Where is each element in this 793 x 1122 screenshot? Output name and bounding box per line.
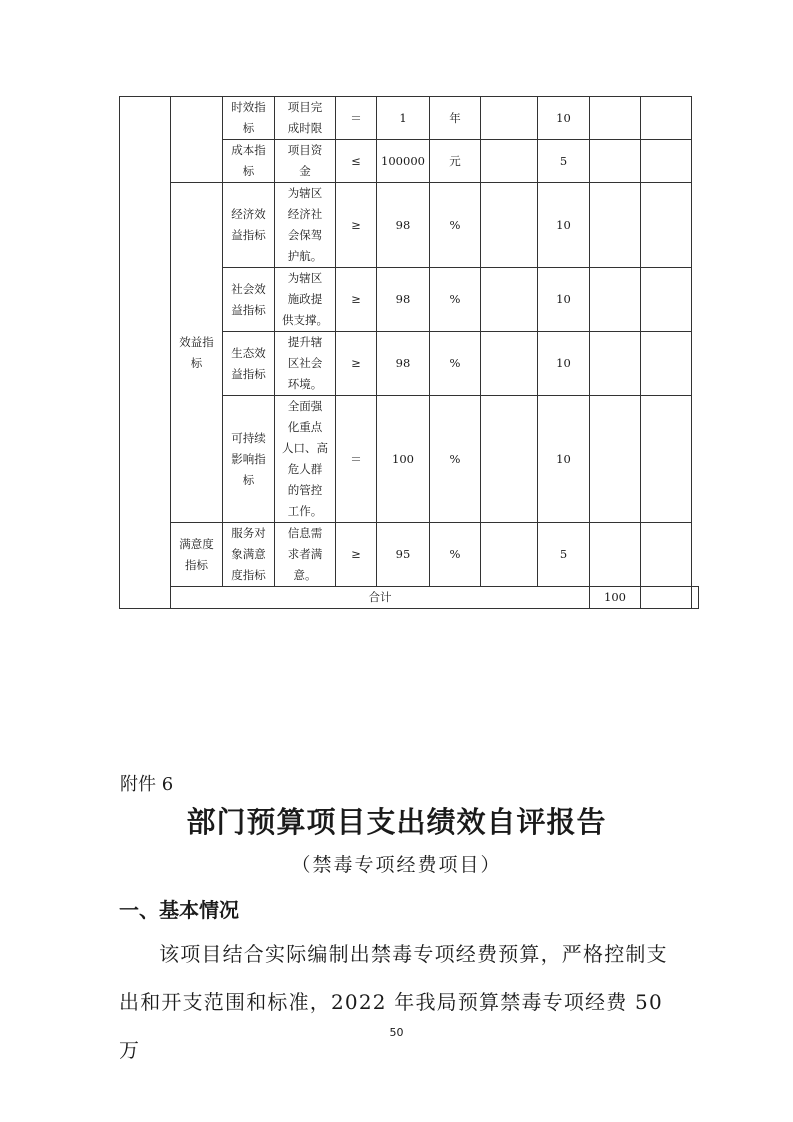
operator-cell: ≥ (336, 268, 377, 332)
target-value-cell: 98 (377, 268, 430, 332)
reason-cell (641, 183, 692, 268)
total-row (120, 587, 699, 609)
page-number: 50 (389, 1026, 404, 1039)
indicator-content-cell: 项目完 成时限 (275, 97, 336, 140)
indicator-content-cell: 信息需 求者满 意。 (275, 523, 336, 587)
actual-value-cell (481, 396, 538, 523)
operator-cell: ≤ (336, 140, 377, 183)
table-row (120, 183, 699, 268)
actual-score-cell (641, 587, 692, 609)
reason-cell (641, 140, 692, 183)
level2-indicator-cell (171, 97, 223, 183)
satisfaction-indicator-label: 满意度 指标 (171, 523, 223, 587)
actual-score-cell (590, 523, 641, 587)
actual-score-cell (590, 97, 641, 140)
total-label: 合计 (171, 587, 590, 609)
operator-cell: ＝ (336, 97, 377, 140)
score-cell: 10 (538, 97, 590, 140)
score-cell: 10 (538, 396, 590, 523)
reason-cell (641, 97, 692, 140)
reason-cell (641, 396, 692, 523)
benefit-indicator-label: 效益指 标 (171, 183, 223, 523)
unit-cell: 年 (430, 97, 481, 140)
level3-indicator-cell: 社会效 益指标 (223, 268, 275, 332)
target-value-cell: 100000 (377, 140, 430, 183)
actual-score-cell (590, 140, 641, 183)
indicator-content-cell: 为辖区 经济社 会保驾 护航。 (275, 183, 336, 268)
actual-score-cell (590, 268, 641, 332)
reason-cell (641, 268, 692, 332)
level1-indicator-cell (120, 97, 171, 609)
unit-cell: % (430, 183, 481, 268)
actual-value-cell (481, 332, 538, 396)
score-cell: 10 (538, 332, 590, 396)
table-row (120, 97, 699, 140)
performance-indicator-table (119, 96, 699, 609)
body-paragraph: 该项目结合实际编制出禁毒专项经费预算，严格控制支出和开支范围和标准，2022 年我局预算禁毒专项经费 50 万 (119, 942, 668, 1062)
actual-score-cell (590, 332, 641, 396)
score-cell: 5 (538, 523, 590, 587)
operator-cell: ＝ (336, 396, 377, 523)
target-value-cell: 100 (377, 396, 430, 523)
operator-cell: ≥ (336, 523, 377, 587)
level3-indicator-cell: 可持续 影响指 标 (223, 396, 275, 523)
unit-cell: % (430, 268, 481, 332)
level3-indicator-cell: 经济效 益指标 (223, 183, 275, 268)
operator-cell: ≥ (336, 332, 377, 396)
total-score: 100 (590, 587, 641, 609)
actual-value-cell (481, 97, 538, 140)
target-value-cell: 98 (377, 183, 430, 268)
actual-score-cell (590, 183, 641, 268)
table-row (120, 523, 699, 587)
annex-label: 附件 6 (120, 774, 174, 795)
reason-cell (692, 587, 699, 609)
target-value-cell: 98 (377, 332, 430, 396)
section-heading: 一、基本情况 (119, 898, 239, 922)
indicator-content-cell: 提升辖 区社会 环境。 (275, 332, 336, 396)
reason-cell (641, 332, 692, 396)
actual-value-cell (481, 268, 538, 332)
score-cell: 10 (538, 268, 590, 332)
page-title: 部门预算项目支出绩效自评报告 (186, 805, 607, 839)
actual-value-cell (481, 140, 538, 183)
unit-cell: % (430, 332, 481, 396)
actual-value-cell (481, 523, 538, 587)
score-cell: 5 (538, 140, 590, 183)
score-cell: 10 (538, 183, 590, 268)
indicator-content-cell: 为辖区 施政提 供支撑。 (275, 268, 336, 332)
actual-score-cell (590, 396, 641, 523)
unit-cell: % (430, 396, 481, 523)
indicator-content-cell: 项目资 金 (275, 140, 336, 183)
level3-indicator-cell: 成本指 标 (223, 140, 275, 183)
operator-cell: ≥ (336, 183, 377, 268)
indicator-content-cell: 全面强 化重点 人口、高 危人群 的管控 工作。 (275, 396, 336, 523)
level3-indicator-cell: 生态效 益指标 (223, 332, 275, 396)
level3-indicator-cell: 服务对 象满意 度指标 (223, 523, 275, 587)
level3-indicator-cell: 时效指 标 (223, 97, 275, 140)
actual-value-cell (481, 183, 538, 268)
unit-cell: % (430, 523, 481, 587)
page-subtitle: （禁毒专项经费项目） (291, 854, 502, 876)
target-value-cell: 1 (377, 97, 430, 140)
target-value-cell: 95 (377, 523, 430, 587)
unit-cell: 元 (430, 140, 481, 183)
reason-cell (641, 523, 692, 587)
